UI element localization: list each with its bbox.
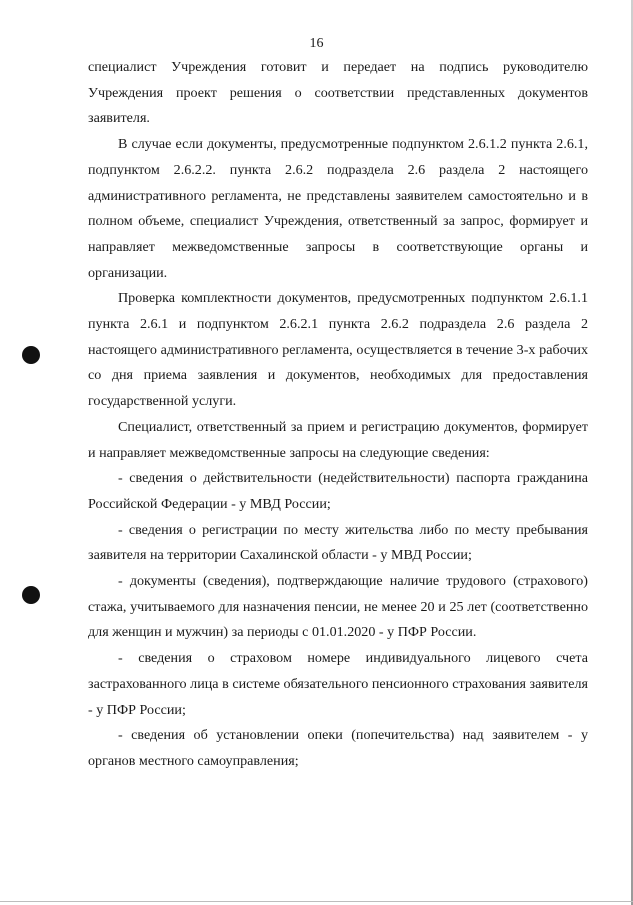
paragraph: Проверка комплектности документов, предусмотренных подпунктом 2.6.1.1 пункта 2.6.1 и подпунктом 2.6.2.1 пункта 2.6.2 подраздела 2.6 раздела 2 настоящего административного регламента, осуществляется в течение 3-х рабочих со дня приема заявления и документов, необходимых для предоставления государственной услуги. (88, 290, 588, 410)
paragraph: В случае если документы, предусмотренные подпунктом 2.6.1.2 пункта 2.6.1, подпунктом 2.6.2.2. пункта 2.6.2 подраздела 2.6 раздела 2 настоящего административного регламента, не представлены заявителем самостоятельно и в полном объеме, специалист Учреждения, ответственный за запрос, формирует и направляет межведомственные запросы в соответствующие органы и организации. (88, 136, 588, 281)
punch-hole (22, 346, 40, 364)
paragraph: Специалист, ответственный за прием и регистрацию документов, формирует и направляет межведомственные запросы на следующие сведения: (88, 418, 588, 461)
punch-hole (22, 586, 40, 604)
scan-edge (0, 901, 633, 902)
paragraph: специалист Учреждения готовит и передает на подпись руководителю Учреждения проект решения о соответствии представленных документов заявителя. (88, 59, 588, 127)
page-number: 16 (309, 36, 324, 51)
body-text (88, 55, 588, 775)
list-item: - сведения о регистрации по месту жительства либо по месту пребывания заявителя на территории Сахалинской области - у МВД России; (88, 521, 588, 564)
list-item: - сведения о действительности (недействительности) паспорта гражданина Российской Федерации - у МВД России; (88, 470, 588, 512)
list-item: - документы (сведения), подтверждающие наличие трудового (страхового) стажа, учитываемого для назначения пенсии, не менее 20 и 25 лет (соответственно для женщин и мужчин) за периоды с 01.01.2020 - у ПФР России. (88, 573, 588, 641)
list-item: - сведения об установлении опеки (попечительства) над заявителем - у органов местного самоуправления; (88, 727, 588, 769)
list-item: - сведения о страховом номере индивидуального лицевого счета застрахованного лица в системе обязательного пенсионного страхования заявителя - у ПФР России; (88, 650, 588, 718)
